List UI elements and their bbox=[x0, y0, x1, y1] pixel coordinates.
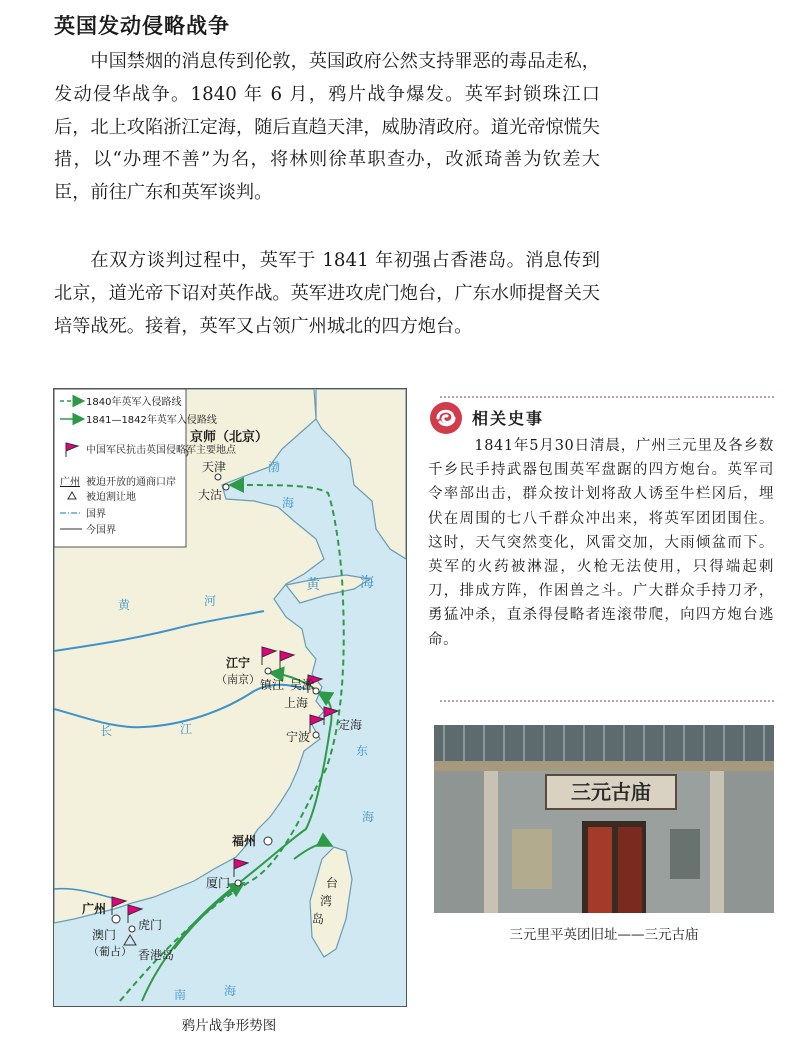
related-story-heading: 相关史事 bbox=[472, 409, 545, 428]
marker-jiangning bbox=[265, 668, 271, 674]
label-jiangning: 江宁 bbox=[226, 656, 251, 670]
legend-border: 国界 bbox=[86, 509, 106, 520]
marker-fuzhou bbox=[264, 837, 272, 845]
label-macau-note: （葡占） bbox=[88, 945, 132, 958]
label-donghai-2: 海 bbox=[362, 810, 375, 824]
photo-caption: 三元里平英团旧址——三元古庙 bbox=[509, 927, 699, 943]
section-title: 英国发动侵略战争 bbox=[54, 14, 230, 38]
label-wusong: 吴淞 bbox=[290, 678, 315, 692]
label-hongkong: 香港岛 bbox=[138, 948, 175, 962]
label-taiwan-3: 岛 bbox=[312, 912, 325, 926]
label-dinghai: 定海 bbox=[338, 718, 363, 732]
label-xiamen: 厦门 bbox=[206, 876, 231, 890]
marker-ningbo bbox=[313, 732, 319, 738]
sanyuan-temple-photo bbox=[434, 725, 774, 913]
swirl-icon bbox=[428, 400, 464, 436]
marker-dagu bbox=[223, 484, 229, 490]
label-beijing: 京师（北京） bbox=[190, 430, 269, 445]
label-donghai-1: 东 bbox=[356, 744, 369, 758]
label-bohai-1: 渤 bbox=[268, 460, 281, 474]
label-guangzhou: 广州 bbox=[82, 902, 107, 916]
label-nanjing: （南京） bbox=[216, 673, 260, 686]
label-nanhai-2: 海 bbox=[224, 984, 237, 998]
label-huanghe-1: 黄 bbox=[118, 598, 131, 612]
legend-route-1840: 1840年英军入侵路线 bbox=[86, 397, 182, 408]
label-dagu: 大沽 bbox=[198, 488, 223, 502]
legend-ceded: 被迫割让地 bbox=[86, 492, 136, 503]
label-huanghai-2: 海 bbox=[360, 575, 374, 591]
map-caption: 鸦片战争形势图 bbox=[181, 1018, 277, 1034]
paragraph-1: 中国禁烟的消息传到伦敦，英国政府公然支持罪恶的毒品走私，发动侵华战争。1840 年 6 月，鸦片战争爆发。英军封锁珠江口后，北上攻陷浙江定海，随后直趋天津，威胁清政府。道光帝惊慌失措，以“办理不善”为名，将林则徐革职查办，改派琦善为钦差大臣，前往广东和英军谈判。 bbox=[54, 51, 600, 204]
label-macau: 澳门 bbox=[92, 928, 117, 942]
label-huanghe-2: 河 bbox=[204, 594, 217, 608]
label-changjiang-2: 江 bbox=[180, 722, 193, 736]
marker-tianjin bbox=[215, 474, 221, 480]
label-tianjin: 天津 bbox=[202, 460, 227, 474]
label-humen: 虎门 bbox=[138, 918, 163, 932]
label-taiwan-1: 台 bbox=[326, 876, 339, 890]
temple-plaque: 三元古庙 bbox=[571, 780, 651, 804]
legend-modern-border: 今国界 bbox=[86, 525, 116, 536]
related-story-box bbox=[428, 396, 774, 702]
marker-humen bbox=[129, 926, 135, 932]
legend-port-sample: 广州 bbox=[60, 477, 80, 488]
label-changjiang-1: 长 bbox=[100, 724, 113, 738]
label-ningbo: 宁波 bbox=[286, 730, 311, 744]
label-shanghai: 上海 bbox=[284, 696, 309, 710]
marker-guangzhou bbox=[112, 915, 120, 923]
related-story-body: 1841年5月30日清晨，广州三元里及各乡数千乡民手持武器包围英军盘踞的四方炮台。英军司令率部出击，群众按计划将敌人诱至牛栏冈后，埋伏在周围的七八千群众冲出来，将英军团团围住。这时，天气突然变化，风雷交加，大雨倾盆而下。英军的火药被淋湿，火枪无法使用，只得端起刺刀，排成方阵，作困兽之斗。广大群众手持刀矛，勇猛冲杀，直杀得侵略者连滚带爬，向四方炮台逃命。 bbox=[428, 438, 774, 648]
label-fuzhou: 福州 bbox=[232, 834, 257, 848]
marker-xiamen bbox=[235, 880, 241, 886]
dotted-rule-bottom bbox=[440, 700, 774, 702]
legend-port: 被迫开放的通商口岸 bbox=[86, 477, 176, 488]
label-huanghai-1: 黄 bbox=[306, 577, 320, 593]
label-zhenjiang: 镇江 bbox=[260, 678, 285, 692]
dotted-rule-top bbox=[440, 396, 774, 398]
label-taiwan-2: 湾 bbox=[320, 894, 333, 908]
label-bohai-2: 海 bbox=[282, 496, 295, 510]
label-nanhai-1: 南 bbox=[174, 988, 187, 1002]
paragraph-2: 在双方谈判过程中，英军于 1841 年初强占香港岛。消息传到北京，道光帝下诏对英作战。英军进攻虎门炮台，广东水师提督关天培等战死。接着，英军又占领广州城北的四方炮台。 bbox=[54, 250, 600, 337]
opium-war-map bbox=[53, 388, 407, 1007]
legend-route-1841: 1841—1842年英军入侵路线 bbox=[86, 415, 217, 426]
legend-flag: 中国军民抗击英国侵略军主要地点 bbox=[86, 445, 236, 456]
